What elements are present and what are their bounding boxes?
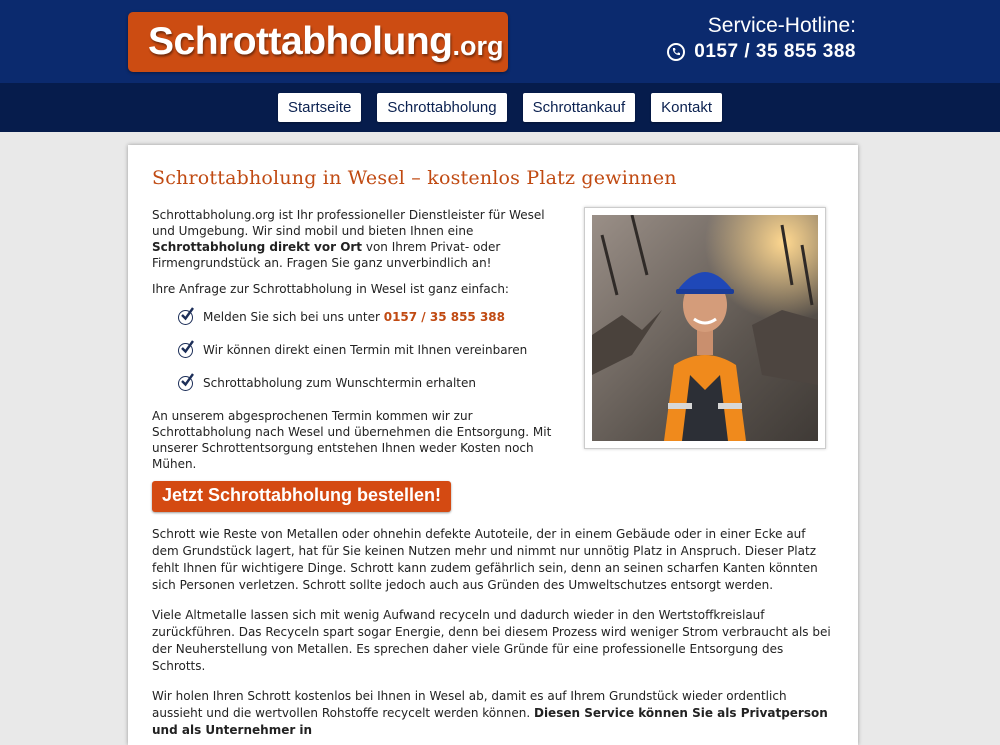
intro-text-part: Schrottabholung.org ist Ihr professioneller Dienstleister für Wesel und Umgebung. Wir sind mobil und bieten Ihnen eine	[152, 208, 545, 238]
list-item	[178, 342, 557, 358]
service-hotline	[667, 14, 856, 63]
header-bar	[0, 0, 1000, 83]
body-paragraph-2: Viele Altmetalle lassen sich mit wenig Aufwand recyceln und dadurch wieder in den Wertstoffkreislauf zurückführen. Das Recyceln spart sogar Energie, denn bei diesem Prozess wird weniger Strom verbraucht als bei der Neuherstellung von Metallen. Es sprechen daher viele Gründe für eine professionelle Entsorgung des Schrotts.	[152, 608, 831, 673]
main-content	[128, 145, 858, 745]
intro-section	[152, 207, 834, 477]
checkmark-icon	[178, 310, 193, 325]
checkmark-icon	[178, 343, 193, 358]
checklist-text-part: Melden Sie sich bei uns unter	[203, 310, 384, 324]
worker-photo	[584, 207, 826, 449]
nav-item-startseite[interactable]: Startseite	[278, 93, 361, 122]
intro-bold: Schrottabholung direkt vor Ort	[152, 240, 363, 254]
hotline-phone-row[interactable]	[667, 41, 856, 63]
worker-photo-image	[592, 215, 818, 441]
body-paragraph-3-bold: Diesen Service können Sie als Privatperson und als Unternehmer in	[152, 706, 828, 737]
intro-text-part-2: von Ihrem Privat- oder Firmengrundstück an. Fragen Sie ganz unverbindlich an!	[152, 240, 501, 270]
list-item	[178, 309, 557, 325]
body-paragraph-3	[152, 688, 834, 739]
body-text	[152, 526, 834, 739]
nav-item-schrottabholung[interactable]: Schrottabholung	[377, 93, 506, 122]
intro-paragraph	[152, 207, 557, 271]
checkmark-icon	[178, 376, 193, 391]
logo-main-text: Schrottabholung	[148, 20, 453, 63]
list-item	[178, 375, 557, 391]
order-button[interactable]: Jetzt Schrottabholung bestellen!	[152, 481, 451, 512]
page-title: Schrottabholung in Wesel – kostenlos Platz gewinnen	[152, 167, 677, 189]
body-paragraph-3-text: Wir holen Ihren Schrott kostenlos bei Ihnen in Wesel ab, damit es auf Ihrem Grundstück wieder ordentlich aussieht und die wertvollen Rohstoffe recycelt werden können.	[152, 689, 787, 720]
checklist-text: Schrottabholung zum Wunschtermin erhalten	[203, 376, 476, 390]
logo-tld-text: .org	[452, 31, 504, 61]
body-paragraph-1: Schrott wie Reste von Metallen oder ohnehin defekte Autoteile, der in einem Gebäude oder in einer Ecke auf dem Grundstück lagert, hat für Sie keinen Nutzen mehr und nimmt nur unnötig Platz in Anspruch. Dieser Platz fehlt Ihnen für wichtigere Dinge. Schrott kann zudem gefährlich sein, denn an seinen scharfen Kanten könnten sich Personen verletzen. Schrott sollte jedoch auch aus Gründen des Umweltschutzes entsorgt werden.	[152, 527, 818, 592]
nav-item-schrottankauf[interactable]: Schrottankauf	[523, 93, 636, 122]
after-list-paragraph: An unserem abgesprochenen Termin kommen wir zur Schrottabholung nach Wesel und übernehmen die Entsorgung. Mit unserer Schrottentsorgung entstehen Ihnen weder Kosten noch Mühen.	[152, 409, 552, 471]
checklist-phone[interactable]: 0157 / 35 855 388	[383, 310, 506, 324]
main-navigation	[0, 83, 1000, 132]
checklist-text: Wir können direkt einen Termin mit Ihnen vereinbaren	[203, 343, 528, 357]
nav-item-kontakt[interactable]: Kontakt	[651, 93, 722, 122]
intro-text	[152, 207, 557, 472]
intro-steps: Ihre Anfrage zur Schrottabholung in Wesel ist ganz einfach:	[152, 282, 509, 296]
checklist-text	[203, 309, 505, 325]
hotline-phone-number: 0157 / 35 855 388	[694, 41, 856, 62]
site-logo[interactable]	[128, 12, 508, 72]
checklist	[152, 309, 557, 391]
hotline-title: Service-Hotline:	[707, 14, 856, 37]
phone-icon	[667, 43, 685, 61]
